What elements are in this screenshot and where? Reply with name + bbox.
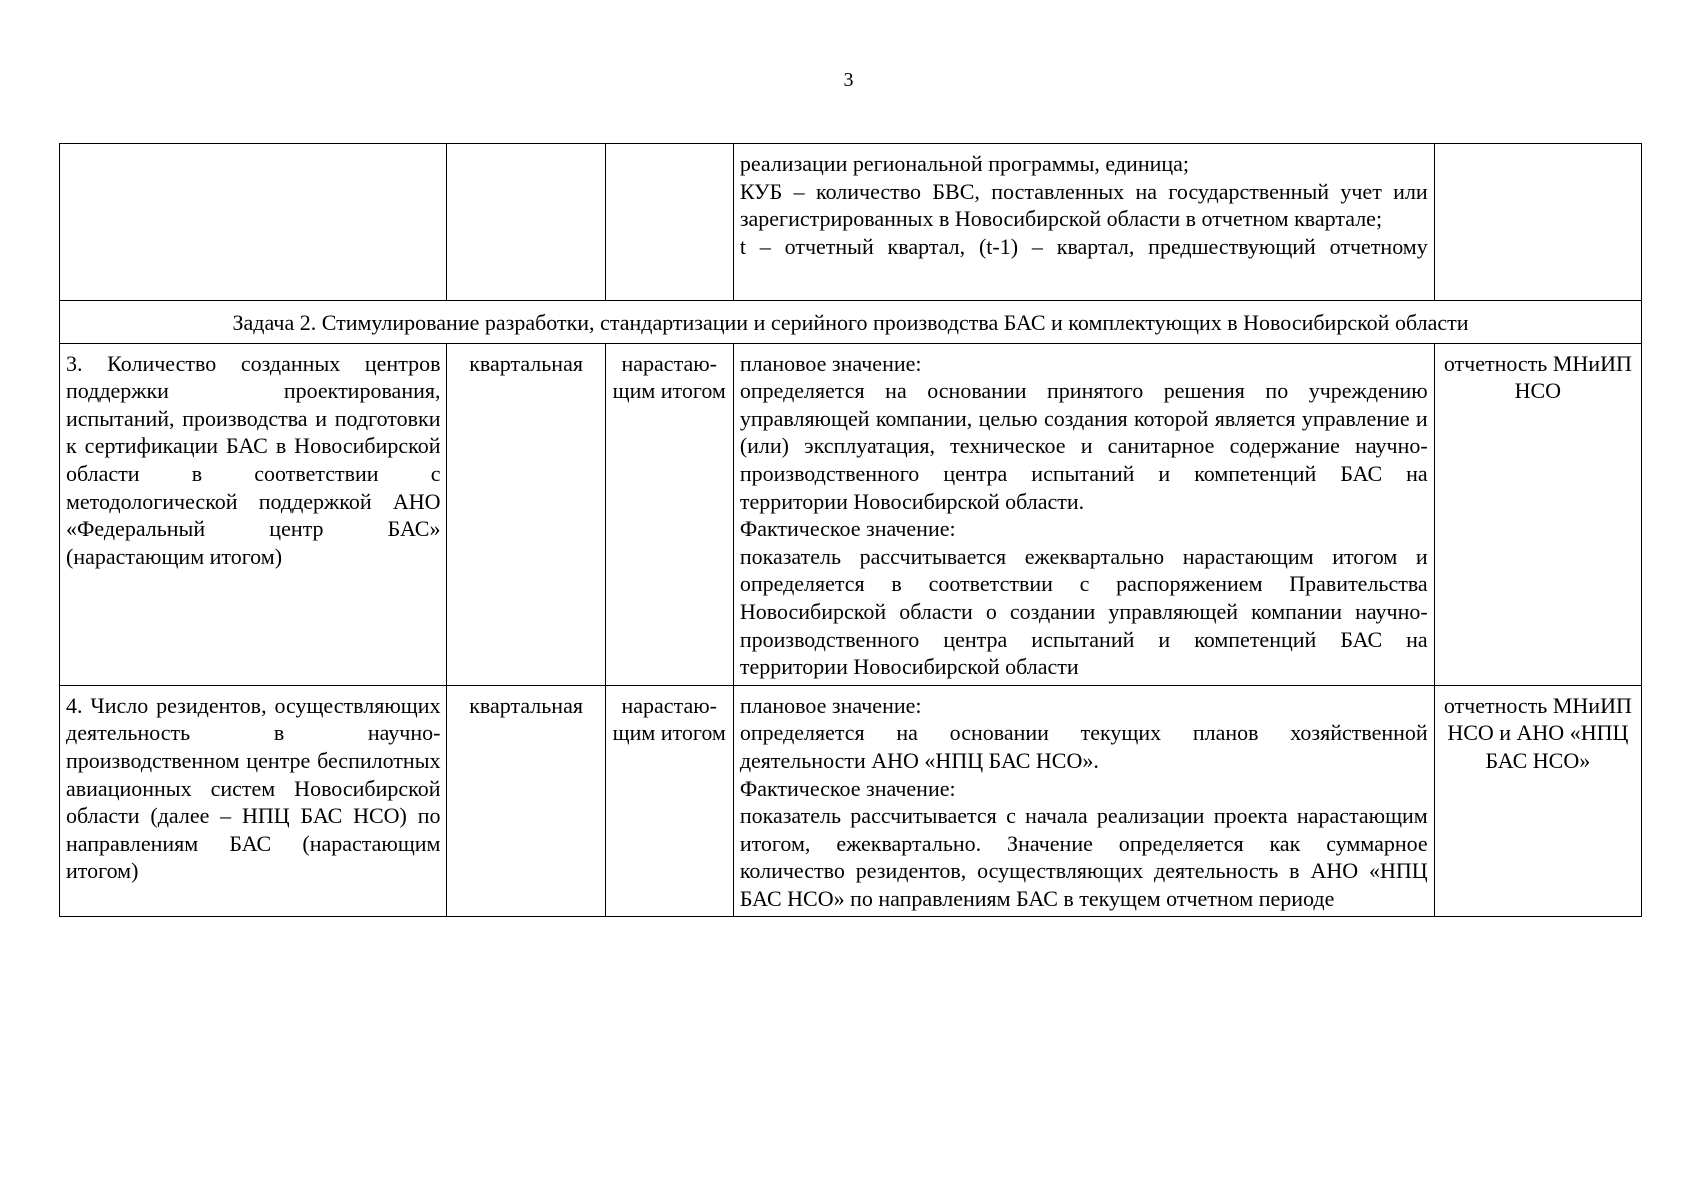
- table-row: [60, 685, 1642, 917]
- method-line: реализации региональной программы, единица;: [739, 151, 1190, 176]
- cell-method-continuation: [733, 144, 1434, 301]
- cell-empty: [605, 144, 733, 301]
- method-line: t – отчетный квартал, (t-1) – квартал, предшествующий отчетному: [739, 233, 1428, 259]
- method-line: КУБ – количество БВС, поставленных на государственный учет или зарегистрированных в Новосибирской области в отчетном квартале;: [739, 178, 1428, 232]
- table-row-continuation: [60, 144, 1642, 301]
- task-heading: Задача 2. Стимулирование разработки, стандартизации и серийного производства БАС и комплектующих в Новосибирской области: [60, 301, 1642, 344]
- cell-accumulation: нарастаю-щим итогом: [605, 343, 733, 685]
- indicators-table: [59, 143, 1642, 917]
- page-number: 3: [843, 69, 854, 91]
- cell-method: [733, 685, 1434, 917]
- cell-periodicity: квартальная: [447, 685, 605, 917]
- method-line: плановое значение:: [739, 350, 922, 376]
- cell-indicator: 3. Количество созданных центров поддержки проектирования, испытаний, производства и подготовки к сертификации БАС в Новосибирской области в соответствии с методологической поддержкой АНО «Федеральный центр БАС» (нарастающим итогом): [60, 343, 447, 685]
- method-line: показатель рассчитывается ежеквартально нарастающим итогом и определяется в соответствии с распоряжением Правительства Новосибирской области о создании управляющей компании научно-производственного центра испытаний и компетенций БАС на территории Новосибирской области: [739, 543, 1428, 680]
- cell-empty: [60, 144, 447, 301]
- method-line: Фактическое значение:: [739, 516, 956, 542]
- cell-empty: [447, 144, 605, 301]
- method-line: определяется на основании текущих планов хозяйственной деятельности АНО «НПЦ БАС НСО».: [739, 720, 1428, 773]
- table-row-task: [60, 301, 1642, 344]
- cell-indicator: 4. Число резидентов, осуществляющих деятельность в научно-производственном центре беспилотных авиационных систем Новосибирской области (далее – НПЦ БАС НСО) по направлениям БАС (нарастающим итогом): [60, 685, 447, 917]
- cell-periodicity: квартальная: [447, 343, 605, 685]
- cell-source: отчетность МНиИП НСО и АНО «НПЦ БАС НСО»: [1434, 685, 1641, 917]
- method-line: плановое значение:: [739, 692, 922, 718]
- method-line: Фактическое значение:: [739, 775, 956, 801]
- method-line: показатель рассчитывается с начала реализации проекта нарастающим итогом, ежеквартально. Значение определяется как суммарное количество резидентов, осуществляющих деятельность в АНО «НПЦ БАС НСО» по направлениям БАС в текущем отчетном периоде: [739, 803, 1428, 911]
- method-line: определяется на основании принятого решения по учреждению управляющей компании, целью создания которой является управление и (или) эксплуатация, техническое и санитарное содержание научно-производственного центра испытаний и компетенций БАС на территории Новосибирской области.: [739, 378, 1428, 514]
- cell-accumulation: нарастаю-щим итогом: [605, 685, 733, 917]
- cell-source: отчетность МНиИП НСО: [1434, 343, 1641, 685]
- table-row: [60, 343, 1642, 685]
- cell-method: [733, 343, 1434, 685]
- cell-empty: [1434, 144, 1641, 301]
